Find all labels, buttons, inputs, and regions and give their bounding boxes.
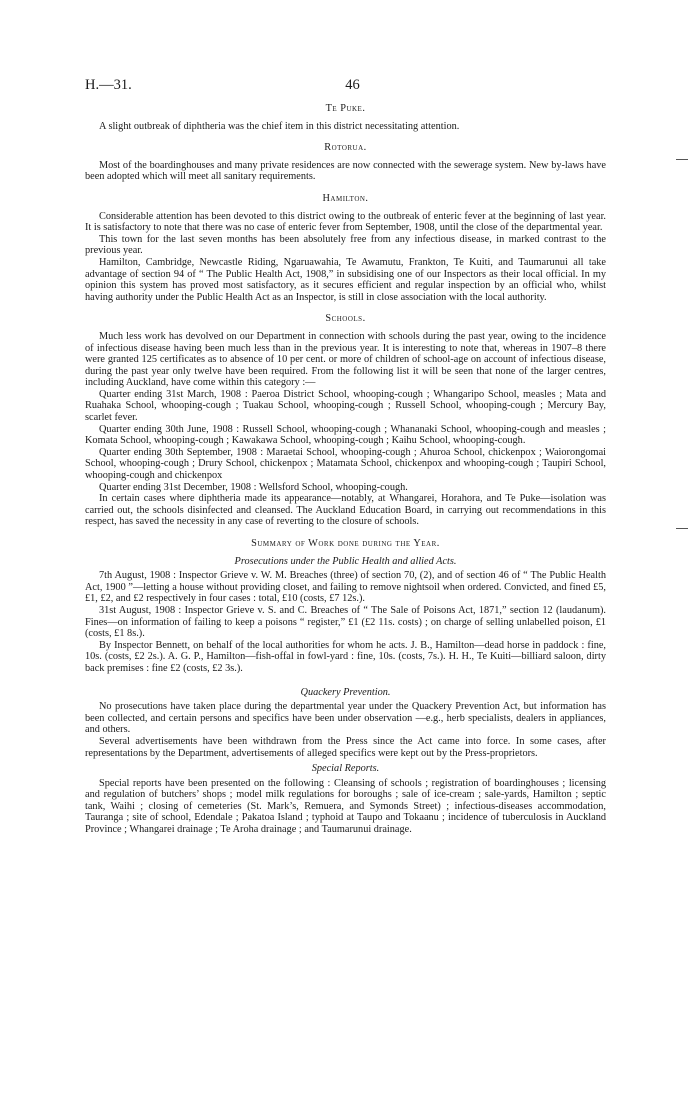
margin-mark [676, 528, 688, 529]
subheading-special-reports: Special Reports. [311, 763, 380, 775]
document-reference: H.—31. [85, 77, 132, 93]
subheading-quackery: Quackery Prevention. [300, 686, 391, 698]
page-number: 46 [345, 77, 360, 93]
paragraph: In certain cases where diphtheria made its appearance—notably, at Whangarei, Horahora, and Te Puke—isolation was carried out, the schools disinfected and cleansed. The Auckland Education Board, in carrying out recommendations in this respect, has saved the necessity in any case of reverting to the closure of schools. [85, 493, 606, 528]
paragraph: Quarter ending 31st December, 1908 : Wellsford School, whooping-cough. [99, 481, 408, 493]
paragraph: Special reports have been presented on the following : Cleansing of schools ; registration of boardinghouses ; licensing and regulation of butchers’ shops ; model milk regulations for boroughs ; sale of ice-cream ; sale-yards, Hamilton ; septic tank, Waihi ; closing of cemeteries (St. Mark’s, Remuera, and Symonds Street) ; infectious-diseases accommodation, Tauranga ; site of school, Edendale ; Pakatoa Island ; typhoid at Taupo and Tokaanu ; incidence of tuberculosis in Auckland Province ; Whangarei drainage ; Te Aroha drainage ; and Taumarunui drainage. [85, 777, 606, 836]
section-heading-summary: Summary of Work done during the Year. [251, 538, 440, 549]
paragraph: Several advertisements have been withdrawn from the Press since the Act came into force. In some cases, after representations by the Department, advertisements of alleged specifics were kept out by the Press-proprietors. [85, 735, 606, 759]
paragraph: No prosecutions have taken place during the departmental year under the Quackery Prevention Act, but information has been collected, and certain persons and specifics have been under observation —e.g., herb specialists, dealers in appliances, and others. [85, 701, 606, 736]
section-heading-hamilton: Hamilton. [322, 192, 369, 204]
paragraph: 31st August, 1908 : Inspector Grieve v. S. and C. Breaches of “ The Sale of Poisons Act, 1871,” section 12 (laudanum). Fines—on information of failing to keep a poisons “ register,” £1 (£2 11s. costs) ; on charge of selling unlabelled poison, £1 (costs, £1 8s.). [85, 604, 606, 640]
paragraph: By Inspector Bennett, on behalf of the local authorities for whom he acts. J. B., Hamilton—dead horse in paddock : fine, 10s. (costs, £2 2s.). A. G. P., Hamilton—fish-offal in fowl-yard : fine, 10s. (costs, 7s.). H. H., Te Kuiti—billiard saloon, dirty back premises : fine £2 (costs, £2 3s.). [85, 639, 606, 674]
document-body [85, 103, 606, 836]
page-header [85, 77, 620, 97]
paragraph: Most of the boardinghouses and many private residences are now connected with the sewerage system. New by-laws have been adopted which will meet all sanitary requirements. [85, 159, 606, 183]
section-heading-schools: Schools. [325, 313, 366, 325]
subheading-prosecutions: Prosecutions under the Public Health and allied Acts. [234, 555, 457, 567]
paragraph: Hamilton, Cambridge, Newcastle Riding, Ngaruawahia, Te Awamutu, Frankton, Te Kuiti, and Taumarunui all take advantage of section 94 of “ The Public Health Act, 1908,” in subsidising one of our Inspectors as their local official. In my opinion this system has proved most satisfactory, as it secures efficient and regular inspection by an official who, whilst having authority under the Public Health Act as an Inspector, is still in close association with the local authority. [85, 256, 606, 303]
paragraph: Quarter ending 31st March, 1908 : Paeroa District School, whooping-cough ; Whangaripo School, measles ; Mata and Ruahaka School, whooping-cough ; Tuakau School, whooping-cough ; Russell School, whooping-cough ; Mercury Bay, scarlet fever. [85, 388, 606, 424]
paragraph: Considerable attention has been devoted to this district owing to the outbreak of enteric fever at the beginning of last year. It is satisfactory to note that there was no case of enteric fever from September, 1908, until the close of the departmental year. [85, 210, 606, 234]
section-heading-te-puke: Te Puke. [325, 103, 366, 114]
margin-mark [676, 159, 688, 160]
paragraph: 7th August, 1908 : Inspector Grieve v. W. M. Breaches (three) of section 70, (2), and of section 46 of “ The Public Health Act, 1900 ”—letting a house without providing closet, and failing to remove nightsoil when ordered. Convicted, and fined £5, £1, £2, and £2 respectively in four cases : total, £10 (costs, £7 12s.). [85, 570, 606, 605]
paragraph: Quarter ending 30th September, 1908 : Maraetai School, whooping-cough ; Ahuroa School, chickenpox ; Waiorongomai School, whooping-cough ; Drury School, chickenpox ; Matamata School, chickenpox and whooping-cough ; Taupiri School, whooping-cough and chickenpox [85, 446, 606, 482]
paragraph: Much less work has devolved on our Department in connection with schools during the past year, owing to the incidence of infectious disease having been much less than in the previous year. It is interesting to note that, whereas in 1907–8 there were granted 125 certificates as to absence of 10 per cent. or more of children of school-age on account of infectious disease, during the past year only twelve have been required. From the following list it will be seen that none of the larger centres, including Auckland, have come within this category :— [85, 330, 606, 389]
section-heading-rotorua: Rotorua. [324, 142, 367, 154]
paragraph: A slight outbreak of diphtheria was the chief item in this district necessitating attention. [99, 120, 460, 132]
paragraph: This town for the last seven months has been absolutely free from any infectious disease, in marked contrast to the previous year. [85, 233, 606, 257]
paragraph: Quarter ending 30th June, 1908 : Russell School, whooping-cough ; Whananaki School, whooping-cough and measles ; Komata School, whooping-cough ; Kawakawa School, whooping-cough ; Kaihu School, whooping-cough. [85, 423, 606, 447]
